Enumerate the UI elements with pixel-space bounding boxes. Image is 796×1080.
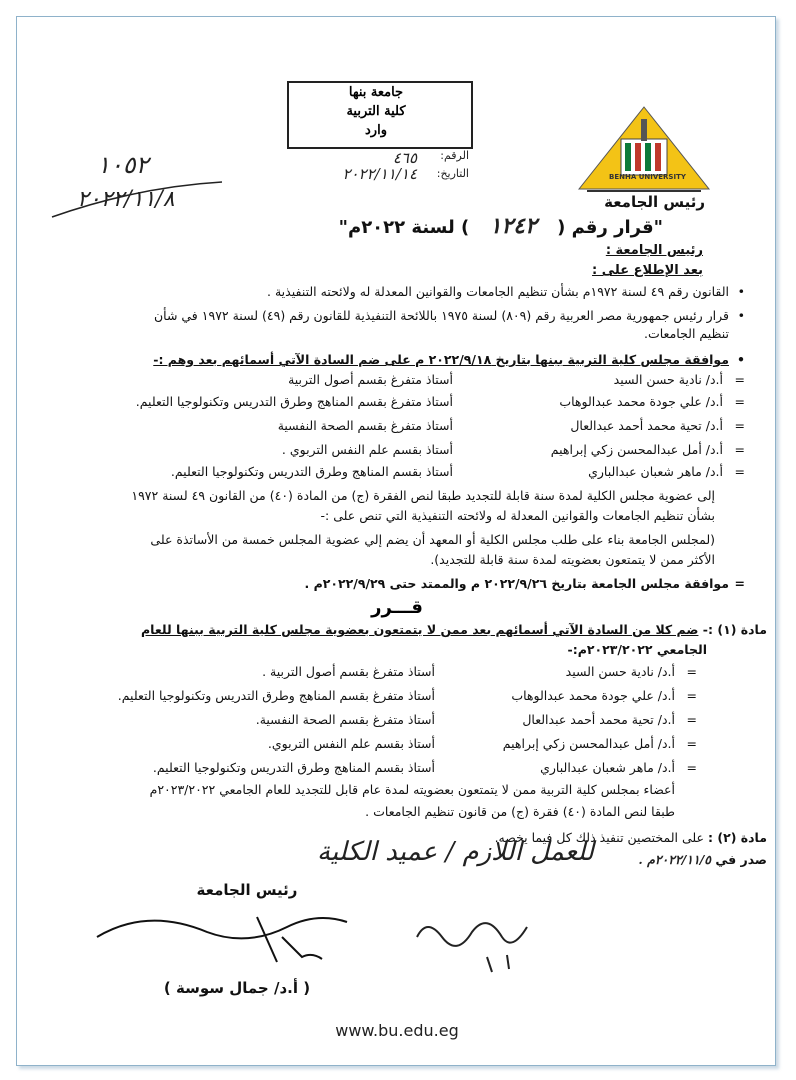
- handwritten-ref-number: ١٠٥٢: [97, 151, 149, 179]
- handwritten-ref-date: ٢٠٢٢/١١/٨: [77, 187, 175, 212]
- member2-row-3: = أ.د/ تحية محمد أحمد عبدالعال أستاذ متفرغ بقسم الصحة النفسية.: [255, 712, 697, 727]
- member-row-5: = أ.د/ ماهر شعبان عبدالباري أستاذ بقسم المناهج وطرق التدريس وتكنولوجيا التعليم.: [170, 464, 745, 479]
- member-row-2: = أ.د/ علي جودة محمد عبدالوهاب أستاذ متفرغ بقسم المناهج وطرق التدريس وتكنولوجيا التعليم.: [135, 394, 745, 409]
- stamp-number-value: ٤٦٥: [392, 149, 417, 167]
- issued-date: ٢٠٢٢/١١/٥م .: [638, 852, 711, 867]
- membership-text-3: (لمجلس الجامعة بناء على طلب مجلس الكلية أو المعهد أن يضم إلي عضوية المجلس خمسة من الأساتذة على: [150, 532, 715, 547]
- membership-text-4: الأكثر ممن لا يتمتعون بعضويته لمدة سنة قابلة للتجديد).: [430, 552, 715, 567]
- bullet-icon: •: [737, 352, 745, 367]
- member-row-4: = أ.د/ أمل عبدالمحسن زكي إبراهيم أستاذ بقسم علم النفس التربوي .: [281, 442, 745, 457]
- stamp-date-label: التاريخ:: [436, 167, 469, 180]
- preamble-review: بعد الإطلاع على :: [592, 263, 703, 278]
- stamp-university: جامعة بنها: [348, 85, 404, 100]
- stamp-box: [287, 81, 473, 149]
- article-1-footer-2: طبقا لنص المادة (٤٠) فقرة (ج) من قانون تنظيم الجامعات .: [365, 804, 675, 819]
- university-logo: [569, 99, 719, 199]
- member2-row-2: = أ.د/ علي جودة محمد عبدالوهاب أستاذ متفرغ بقسم المناهج وطرق التدريس وتكنولوجيا التعليم.: [117, 688, 697, 703]
- membership-text-1: إلى عضوية مجلس الكلية لمدة سنة قابلة للتجديد طبقا لنص الفقرة (ج) من المادة (٤٠) من القانون ٤٩ لسنة ١٩٧٢: [131, 488, 715, 503]
- approval-faculty: • موافقة مجلس كلية التربية ببنها بتاريخ ٢٠٢٢/٩/١٨ م على ضم السادة الآتي أسمائهم بعد وهم :-: [153, 352, 745, 367]
- member-row-3: = أ.د/ تحية محمد أحمد عبدالعال أستاذ متفرغ بقسم الصحة النفسية: [277, 418, 745, 433]
- article-1-footer-1: أعضاء بمجلس كلية التربية ممن لا يتمتعون بعضويته لمدة عام قابل للتجديد للعام الجامعي ٢٠٢٣/٢٠٢٢م: [149, 782, 675, 797]
- stamp-incoming: وارد: [365, 123, 387, 138]
- signature-name: ( أ.د/ جمال سوسة ): [163, 979, 311, 997]
- logo-caption: BENHA UNIVERSITY: [609, 173, 686, 181]
- article-2-text: على المختصين تنفيذ ذلك كل فيما يخصه.: [494, 830, 704, 845]
- president-signature: [87, 897, 367, 977]
- article-1-text: ضم كلا من السادة الآتي أسمائهم بعد ممن لا يتمتعون بعضوية مجلس كلية التربية ببنها للعام: [140, 622, 699, 637]
- law-item-2: • قرار رئيس جمهورية مصر العربية رقم (٨٠٩) لسنة ١٩٧٥ باللائحة التنفيذية للقانون رقم (٤٩) لسنة ١٩٧٢ في شأن: [153, 308, 745, 323]
- stamp-faculty: كلية التربية: [346, 104, 406, 119]
- stamp-date-value: ٢٠٢٢/١١/١٤: [342, 165, 417, 183]
- bullet-icon: •: [737, 284, 745, 299]
- bullet-icon: •: [737, 308, 745, 323]
- decision-prefix: "قرار رقم (: [557, 217, 663, 238]
- member-row-1: = أ.د/ نادية حسن السيد أستاذ متفرغ بقسم أصول التربية: [288, 372, 745, 387]
- handwritten-initials: [397, 897, 547, 977]
- document-page: [16, 16, 776, 1066]
- article-1-label: مادة (١) :-: [702, 622, 767, 637]
- decision-suffix: ) لسنة ٢٠٢٢م": [338, 217, 470, 238]
- header-president: رئيس الجامعة: [604, 193, 705, 211]
- law-item-1: • القانون رقم ٤٩ لسنة ١٩٧٢م بشأن تنظيم الجامعات والقوانين المعدلة له ولائحته التنفيذية .: [267, 284, 745, 299]
- member2-row-4: = أ.د/ أمل عبدالمحسن زكي إبراهيم أستاذ بقسم علم النفس التربوي.: [267, 736, 697, 751]
- member2-row-1: = أ.د/ نادية حسن السيد أستاذ متفرغ بقسم أصول التربية .: [262, 664, 697, 679]
- signature-title: رئيس الجامعة: [196, 881, 298, 899]
- decision-title: [339, 213, 663, 239]
- stamp-number-label: الرقم:: [440, 149, 469, 162]
- article-1: [37, 621, 767, 639]
- benha-logo-icon: [569, 99, 719, 199]
- law-item-2-cont: تنظيم الجامعات.: [643, 326, 729, 341]
- preamble-president: رئيس الجامعة :: [605, 243, 703, 258]
- decision-number: ١٢٤٢: [489, 213, 537, 239]
- incoming-stamp: [279, 69, 479, 189]
- handwritten-dean-note: للعمل اللازم / عميد الكلية: [317, 837, 594, 867]
- membership-text-2: بشأن تنظيم الجامعات والقوانين المعدلة له ولائحته التنفيذية التي تنص على :-: [320, 508, 715, 523]
- member2-row-5: = أ.د/ ماهر شعبان عبدالباري أستاذ بقسم المناهج وطرق التدريس وتكنولوجيا التعليم.: [152, 760, 697, 775]
- issued-label: صدر في: [715, 852, 767, 867]
- footer-url[interactable]: www.bu.edu.eg: [335, 1021, 459, 1040]
- approval-university: = موافقة مجلس الجامعة بتاريخ ٢٠٢٢/٩/٢٦ م والممتد حتى ٢٠٢٢/٩/٢٩م .: [304, 576, 745, 591]
- decided-heading: قـــرر: [371, 597, 423, 618]
- article-2-label: مادة (٢) :: [707, 830, 767, 845]
- article-1-text-2: الجامعي ٢٠٢٣/٢٠٢٢م:-: [567, 642, 707, 657]
